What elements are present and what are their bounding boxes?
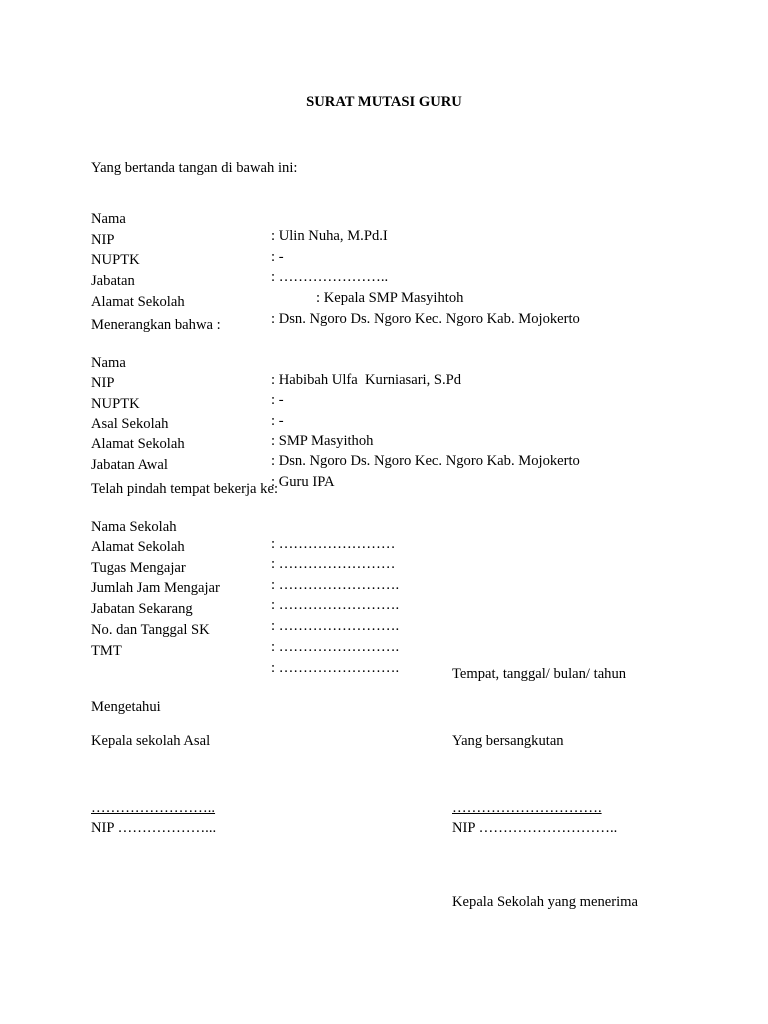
field-value: : Dsn. Ngoro Ds. Ngoro Kec. Ngoro Kab. Mojokerto [271,311,580,327]
field-value: : ……………………. [271,660,400,676]
origin-nip: NIP ………………... [91,820,217,836]
concerned-signature-line: …………………………. [452,800,602,816]
field-label: Alamat Sekolah [91,539,185,555]
moved-text: Telah pindah tempat bekerja ke: [91,481,278,497]
field-value: : - [271,249,284,265]
field-value: : ……………………. [271,618,400,634]
field-label: Nama [91,211,126,227]
field-label: Jumlah Jam Mengajar [91,580,220,596]
field-value: : ……………………. [271,639,400,655]
field-value: : Habibah Ulfa Kurniasari, S.Pd [271,372,462,388]
origin-signature-line: …………………….. [91,800,216,816]
origin-head-title: Kepala sekolah Asal [91,733,211,749]
field-value: : …………………… [271,536,396,552]
field-label: Tugas Mengajar [91,560,186,576]
receiving-head-title: Kepala Sekolah yang menerima [452,894,638,910]
field-label: NIP [91,232,115,248]
field-label: NIP [91,375,115,391]
field-label: Nama Sekolah [91,519,177,535]
field-value: : ……………………. [271,577,400,593]
field-label: NUPTK [91,252,140,268]
field-label: Asal Sekolah [91,416,169,432]
explains-text: Menerangkan bahwa : [91,317,221,333]
field-value: : SMP Masyithoh [271,433,374,449]
field-value: : Kepala SMP Masyihtoh [316,290,464,306]
document-title: SURAT MUTASI GURU [306,94,462,110]
field-value: : ………………….. [271,269,389,285]
field-label: Alamat Sekolah [91,294,185,310]
field-label: Alamat Sekolah [91,436,185,452]
concerned-title: Yang bersangkutan [452,733,564,749]
field-value: : …………………… [271,556,396,572]
intro-text: Yang bertanda tangan di bawah ini: [91,160,298,176]
field-label: Jabatan Sekarang [91,601,193,617]
field-value: : Ulin Nuha, M.Pd.I [271,228,388,244]
field-value: : ……………………. [271,597,400,613]
field-value: : - [271,413,284,429]
acknowledged-text: Mengetahui [91,699,161,715]
field-value: : Guru IPA [271,474,335,490]
place-date: Tempat, tanggal/ bulan/ tahun [452,666,627,682]
field-label: Jabatan [91,273,135,289]
field-value: : - [271,392,284,408]
field-label: NUPTK [91,396,140,412]
field-label: Jabatan Awal [91,457,168,473]
concerned-nip: NIP ……………………….. [452,820,618,836]
field-label: Nama [91,355,126,371]
field-label: No. dan Tanggal SK [91,622,210,638]
field-value: : Dsn. Ngoro Ds. Ngoro Kec. Ngoro Kab. Mojokerto [271,453,580,469]
field-label: TMT [91,643,122,659]
